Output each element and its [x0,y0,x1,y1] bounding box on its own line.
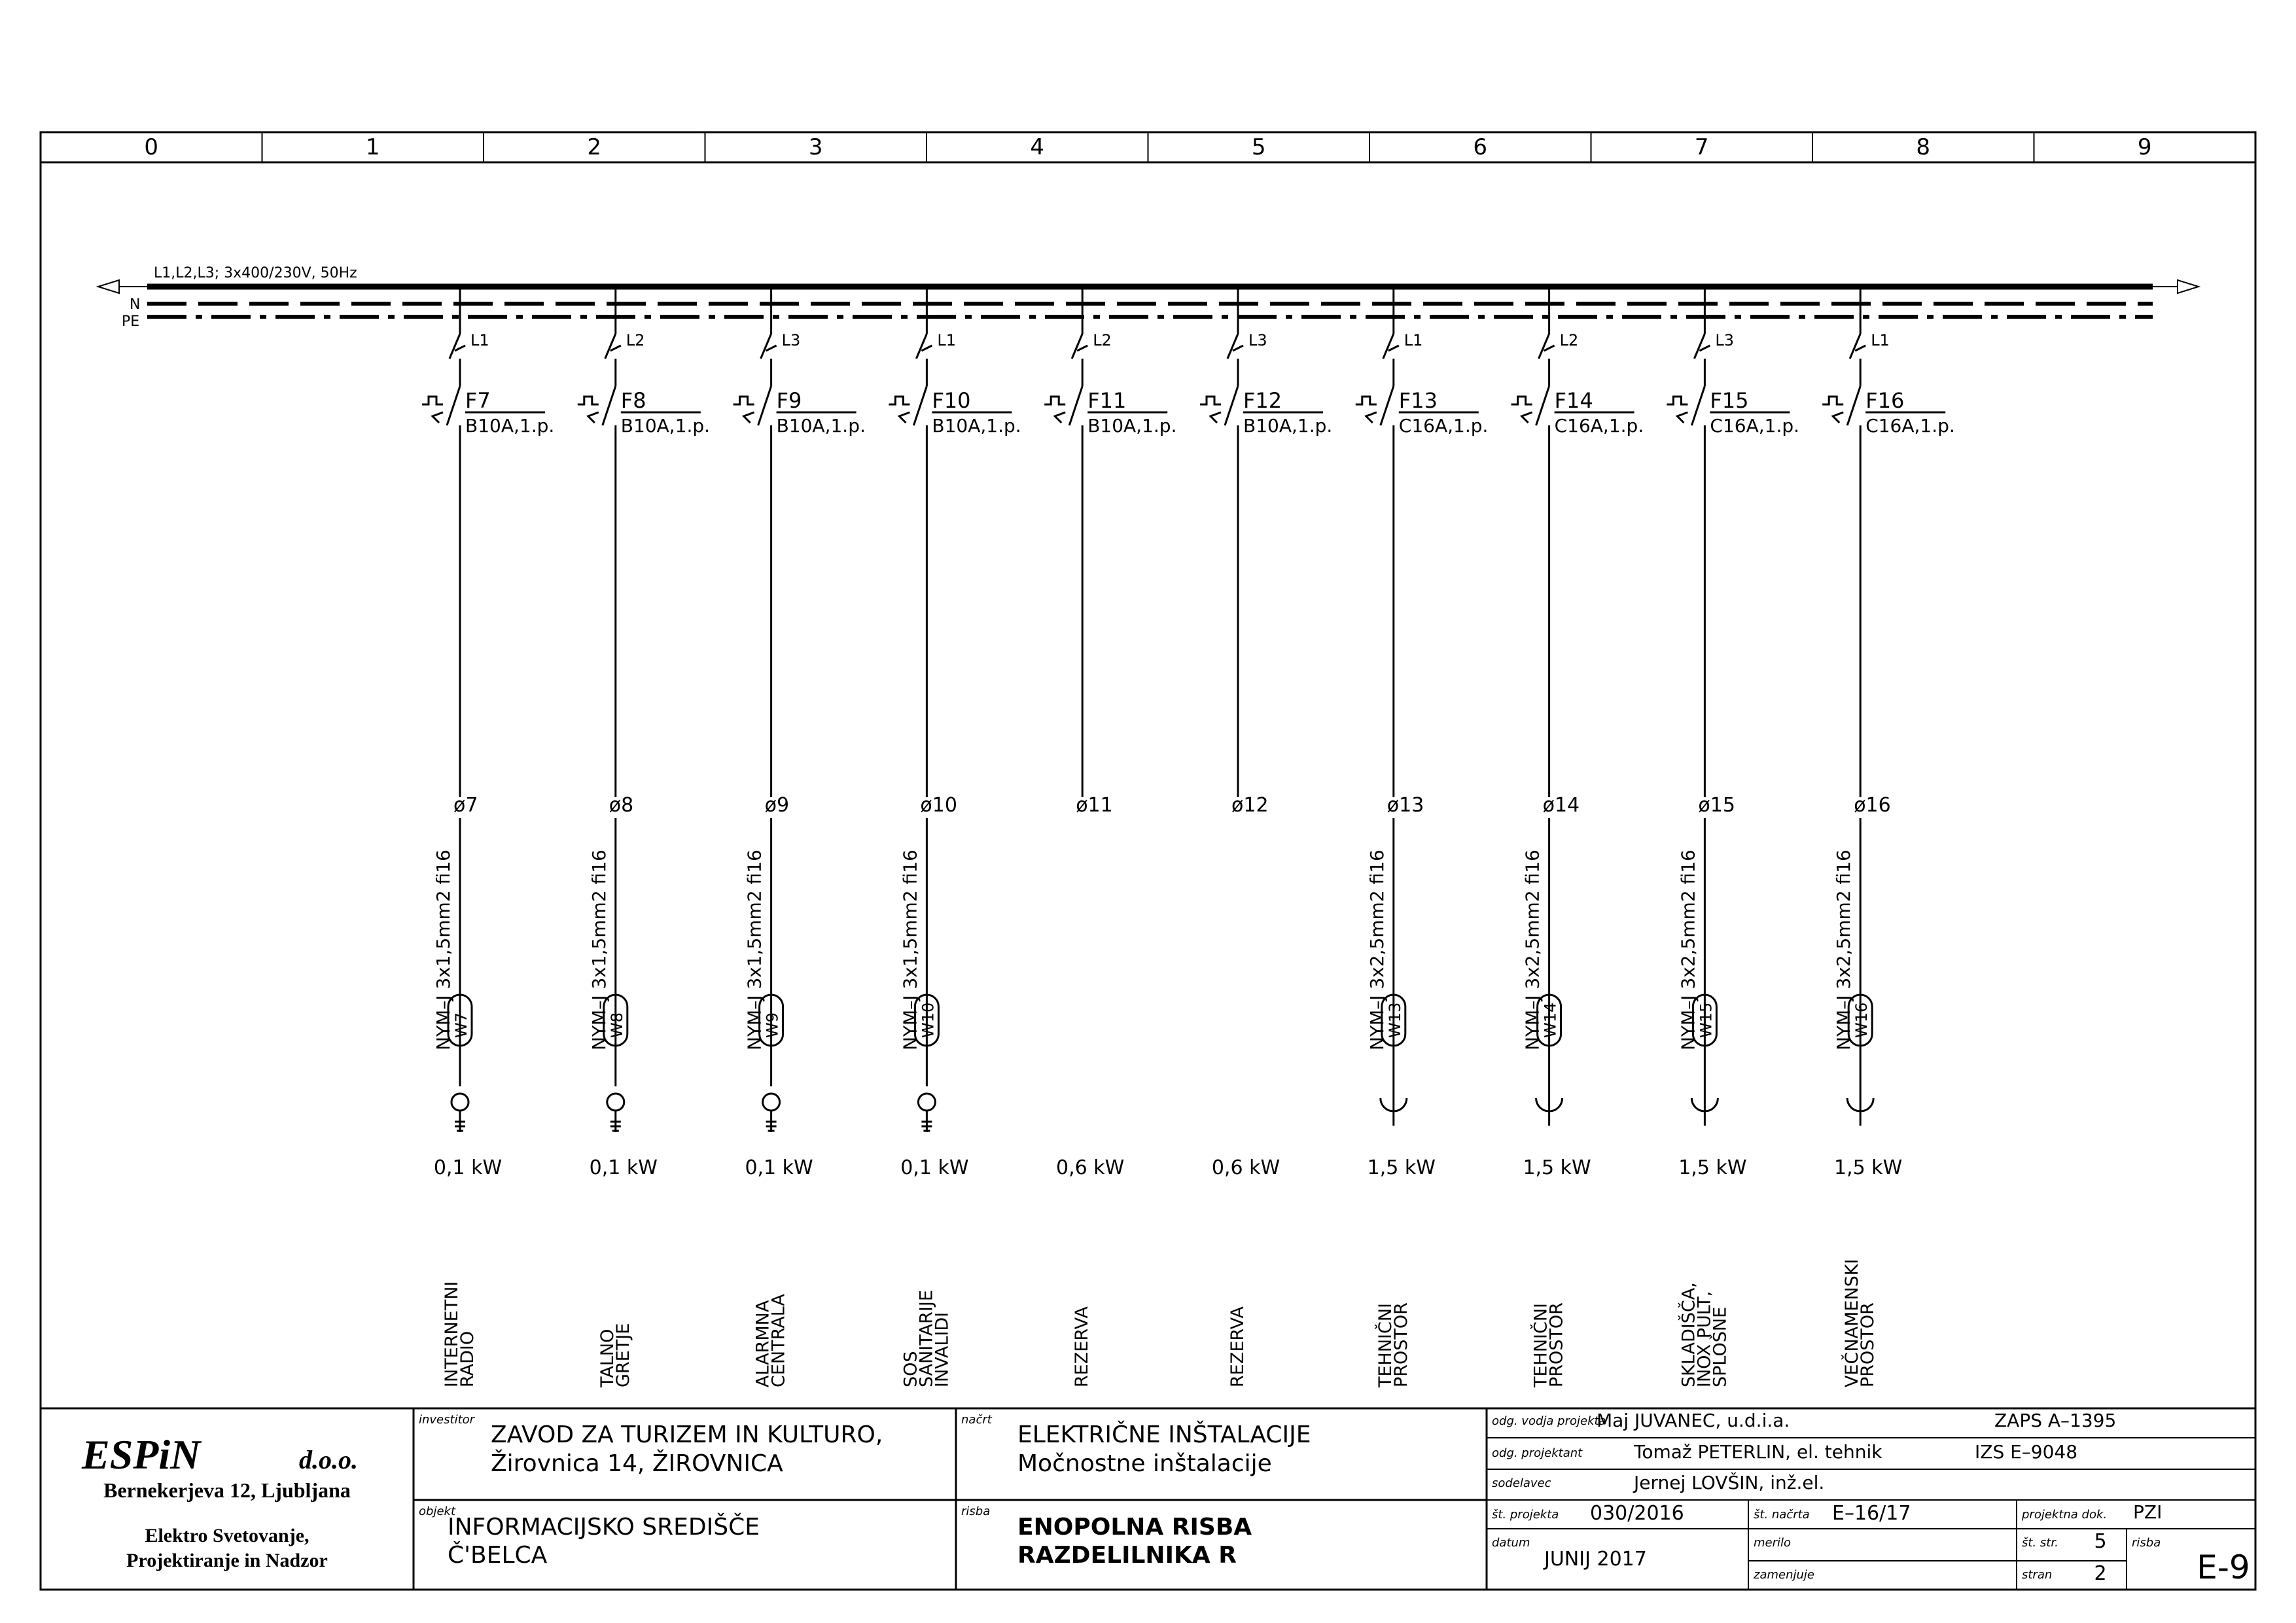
drawing-number: E-9 [2197,1548,2250,1586]
breaker-contact-icon [603,386,616,425]
disconnector-contact-icon [1539,334,1549,359]
load-power: 0,1 kW [745,1156,813,1179]
vodja-id: ZAPS A–1395 [1994,1410,2117,1431]
circuit-f15 [1667,287,1799,1387]
circuit-description: INTERNETNI [442,1281,462,1387]
breaker-rating: C16A,1.p. [1710,415,1800,437]
company-services-line-1: Elektro Svetovanje, [145,1525,309,1546]
investitor-line-1: ZAVOD ZA TURIZEM IN KULTURO, [491,1421,883,1448]
breaker-rating: B10A,1.p. [776,415,866,437]
thermal-trip-icon [1511,397,1532,404]
objekt-line-1: INFORMACIJSKO SREDIŠČE [448,1514,760,1541]
company-address: Bernekerjeva 12, Ljubljana [103,1478,351,1502]
disconnector-contact-icon [1383,334,1394,359]
wire-tag: W13 [1385,1002,1404,1038]
breaker-id: F7 [465,388,491,413]
circuit-description: REZERVA [1227,1306,1248,1387]
circuit-description: PROSTOR [1858,1302,1879,1387]
circuit-f14 [1511,287,1644,1388]
phase-label: L3 [1715,331,1735,349]
zone-number: 8 [1916,134,1931,160]
circuit-description: REZERVA [1072,1306,1093,1387]
load-power: 1,5 kW [1678,1156,1747,1179]
breaker-rating: B10A,1.p. [1087,415,1177,437]
node-label: ø13 [1386,794,1424,817]
disconnector-mark-icon [1077,346,1087,351]
breaker-contact-icon [447,386,460,425]
merilo-caption: merilo [1754,1536,1792,1550]
load-power: 1,5 kW [1367,1156,1436,1179]
breaker-arrow-icon [1833,412,1843,423]
busbar [98,265,2199,330]
node-label: ø11 [1076,794,1113,817]
nacrt-caption: načrt [961,1413,992,1427]
circuit-description: SKLADIŠČA, [1678,1282,1699,1387]
projektna-dok-value: PZI [2133,1501,2163,1523]
cable-spec: NYM–J 3x2,5mm2 fi16 [1677,849,1699,1050]
cable-spec: NYM–J 3x2,5mm2 fi16 [1366,849,1388,1050]
company-services-line-2: Projektiranje in Nadzor [126,1550,328,1571]
circuit-description: TEHNIČNI [1530,1302,1551,1387]
st-projekta-value: 030/2016 [1590,1502,1684,1525]
wire-tag: W8 [607,1012,626,1038]
breaker-contact-icon [758,386,771,425]
nacrt-line-2: Močnostne inštalacije [1017,1450,1272,1477]
cable-spec: NYM–J 3x1,5mm2 fi16 [899,849,921,1050]
disconnector-contact-icon [1694,334,1704,359]
st-projekta-caption: št. projekta [1492,1508,1559,1522]
lamp-icon [918,1094,935,1111]
zone-number: 5 [1251,134,1266,160]
circuit-f12 [1200,287,1332,1387]
breaker-contact-icon [1225,386,1238,425]
wire-tag: W10 [919,1002,938,1038]
zone-number: 2 [587,134,602,160]
breaker-id: F12 [1243,388,1282,413]
stran-caption: stran [2022,1568,2053,1582]
projektant-id: IZS E–9048 [1975,1441,2078,1463]
breaker-arrow-icon [1677,412,1687,423]
circuit-description: ALARMNA [752,1300,773,1387]
phase-label: L2 [626,331,645,349]
thermal-trip-icon [578,397,599,404]
node-label: ø10 [920,794,957,817]
circuit-f9 [733,287,866,1387]
thermal-trip-icon [1356,397,1377,404]
breaker-id: F16 [1865,388,1905,413]
breaker-rating: B10A,1.p. [932,415,1021,437]
vodja-caption: odg. vodja projekta [1492,1414,1606,1428]
wire-tag: W9 [763,1012,782,1038]
zone-ruler [144,132,2151,162]
circuit-description: INVALIDI [932,1311,953,1387]
datum-value: JUNIJ 2017 [1544,1548,1647,1571]
zone-number: 3 [808,134,823,160]
lamp-icon [451,1094,468,1111]
breaker-contact-icon [1691,386,1704,425]
zone-number: 9 [2137,134,2152,160]
breaker-id: F13 [1398,388,1438,413]
circuit-description: RADIO [457,1330,478,1387]
breaker-arrow-icon [1210,412,1221,423]
lamp-icon [763,1094,780,1111]
breaker-arrow-icon [588,412,599,423]
circuit-description: CENTRALA [768,1294,789,1387]
circuit-description: INOX PULT, [1694,1291,1715,1387]
breaker-id: F9 [776,388,802,413]
breaker-rating: B10A,1.p. [465,415,555,437]
disconnector-mark-icon [455,346,465,351]
breaker-rating: B10A,1.p. [620,415,711,437]
zone-number: 4 [1030,134,1045,160]
breaker-id: F14 [1554,388,1593,413]
projektant-value: Tomaž PETERLIN, el. tehnik [1634,1441,1882,1463]
phase-label: L2 [1559,331,1579,349]
circuit-f8 [578,287,710,1388]
nacrt-line-1: ELEKTRIČNE INŠTALACIJE [1017,1421,1311,1448]
title-block-text [81,1410,2250,1586]
circuit-description: SANITARIJE [916,1290,937,1387]
node-label: ø9 [764,794,790,817]
disconnector-mark-icon [1855,346,1865,351]
load-power: 0,6 kW [1056,1156,1125,1179]
disconnector-mark-icon [766,346,777,351]
breaker-arrow-icon [1522,412,1532,423]
disconnector-mark-icon [1388,346,1399,351]
zone-number: 0 [144,134,159,160]
thermal-trip-icon [1822,397,1843,404]
breaker-id: F15 [1710,388,1749,413]
bus-left-arrowhead-icon [98,280,119,293]
disconnector-contact-icon [1072,334,1082,359]
st-nacrta-caption: št. načrta [1754,1508,1810,1522]
breaker-rating: C16A,1.p. [1554,415,1644,437]
breaker-arrow-icon [433,412,443,423]
stran-value: 2 [2094,1562,2107,1585]
bus-right-arrowhead-icon [2178,280,2199,293]
load-power: 0,1 kW [589,1156,658,1179]
circuit-description: TALNO [597,1329,618,1387]
node-label: ø16 [1854,794,1891,817]
disconnector-contact-icon [1227,334,1238,359]
risba-line-1: ENOPOLNA RISBA [1017,1514,1252,1541]
company-name: ESPiN [82,1431,201,1478]
phase-label: L3 [781,331,801,349]
disconnector-contact-icon [761,334,771,359]
zone-number: 1 [365,134,380,160]
disconnector-mark-icon [610,346,621,351]
breaker-id: F11 [1087,388,1127,413]
risba-no-caption: risba [2132,1536,2161,1550]
thermal-trip-icon [889,397,910,404]
load-power: 0,6 kW [1211,1156,1280,1179]
breaker-arrow-icon [899,412,910,423]
disconnector-contact-icon [916,334,927,359]
wire-tag: W7 [452,1012,470,1038]
disconnector-contact-icon [1850,334,1860,359]
disconnector-mark-icon [1699,346,1710,351]
thermal-trip-icon [422,397,443,404]
projektna-dok-caption: projektna dok. [2022,1508,2108,1522]
phase-label: L1 [1871,331,1890,349]
circuit-branches [422,287,1955,1388]
investitor-caption: investitor [419,1413,475,1427]
circuit-description: TEHNIČNI [1375,1302,1396,1387]
breaker-contact-icon [1536,386,1549,425]
cable-spec: NYM–J 3x1,5mm2 fi16 [588,849,610,1050]
breaker-arrow-icon [1055,412,1065,423]
circuit-f11 [1044,287,1176,1387]
phase-label: L1 [937,331,957,349]
load-power: 1,5 kW [1523,1156,1591,1179]
company-suffix: d.o.o. [299,1445,358,1474]
cable-spec: NYM–J 3x1,5mm2 fi16 [743,849,766,1050]
node-label: ø15 [1698,794,1735,817]
lamp-icon [607,1094,624,1111]
wire-tag: W15 [1697,1002,1716,1038]
thermal-trip-icon [1200,397,1221,404]
thermal-trip-icon [733,397,754,404]
disconnector-mark-icon [921,346,932,351]
phase-label: L1 [470,331,489,349]
breaker-contact-icon [1847,386,1860,425]
bus-pe-label: PE [122,313,140,330]
disconnector-contact-icon [605,334,616,359]
phase-label: L3 [1248,331,1267,349]
circuit-f10 [889,287,1021,1387]
st-nacrta-value: E–16/17 [1832,1502,1911,1525]
circuit-description: VEČNAMENSKI [1842,1258,1863,1387]
circuit-description: PROSTOR [1390,1302,1411,1387]
thermal-trip-icon [1044,397,1065,404]
circuit-description: PROSTOR [1546,1302,1567,1387]
circuit-f13 [1356,287,1489,1388]
bus-n-label: N [130,296,141,313]
datum-caption: datum [1492,1536,1530,1550]
wire-tag: W16 [1852,1002,1871,1038]
breaker-rating: C16A,1.p. [1398,415,1489,437]
circuit-f7 [422,287,554,1387]
objekt-line-2: Č'BELCA [448,1542,548,1569]
disconnector-contact-icon [450,334,460,359]
breaker-rating: B10A,1.p. [1243,415,1333,437]
risba-caption: risba [961,1505,991,1518]
load-power: 0,1 kW [433,1156,503,1179]
investitor-line-2: Žirovnica 14, ŽIROVNICA [491,1450,783,1477]
wire-tag: W14 [1541,1002,1560,1038]
vodja-value: Maj JUVANEC, u.d.i.a. [1597,1410,1790,1431]
zamenjuje-caption: zamenjuje [1754,1568,1814,1582]
drawing-frame [41,132,2255,1590]
breaker-id: F8 [620,388,646,413]
phase-label: L1 [1404,331,1423,349]
cable-spec: NYM–J 3x2,5mm2 fi16 [1833,849,1855,1050]
thermal-trip-icon [1667,397,1687,404]
breaker-contact-icon [1069,386,1082,425]
load-power: 1,5 kW [1834,1156,1903,1179]
sodelavec-caption: sodelavec [1492,1476,1551,1490]
node-label: ø14 [1542,794,1580,817]
sodelavec-value: Jernej LOVŠIN, inž.el. [1634,1472,1825,1493]
node-label: ø8 [609,794,634,817]
breaker-id: F10 [932,388,971,413]
zone-number: 6 [1473,134,1488,160]
circuit-description: GRETJE [612,1323,633,1387]
breaker-arrow-icon [744,412,754,423]
node-label: ø7 [453,794,478,817]
cable-spec: NYM–J 3x1,5mm2 fi16 [433,849,454,1050]
breaker-rating: C16A,1.p. [1865,415,1955,437]
projektant-caption: odg. projektant [1492,1446,1583,1460]
node-label: ø12 [1231,794,1269,817]
breaker-contact-icon [913,386,927,425]
breaker-arrow-icon [1366,412,1377,423]
cable-spec: NYM–J 3x2,5mm2 fi16 [1521,849,1544,1050]
circuit-f16 [1822,287,1955,1387]
bus-label: L1,L2,L3; 3x400/230V, 50Hz [154,265,357,281]
disconnector-mark-icon [1233,346,1243,351]
objekt-caption: objekt [419,1505,455,1518]
phase-label: L2 [1093,331,1112,349]
disconnector-mark-icon [1544,346,1555,351]
circuit-description: SPLOŠNE [1710,1306,1731,1387]
st-str-caption: št. str. [2022,1536,2058,1550]
load-power: 0,1 kW [900,1156,969,1179]
risba-line-2: RAZDELILNIKA R [1017,1542,1237,1569]
circuit-description: SOS [900,1351,921,1387]
breaker-contact-icon [1381,386,1394,425]
zone-number: 7 [1694,134,1709,160]
st-str-value: 5 [2094,1530,2107,1553]
